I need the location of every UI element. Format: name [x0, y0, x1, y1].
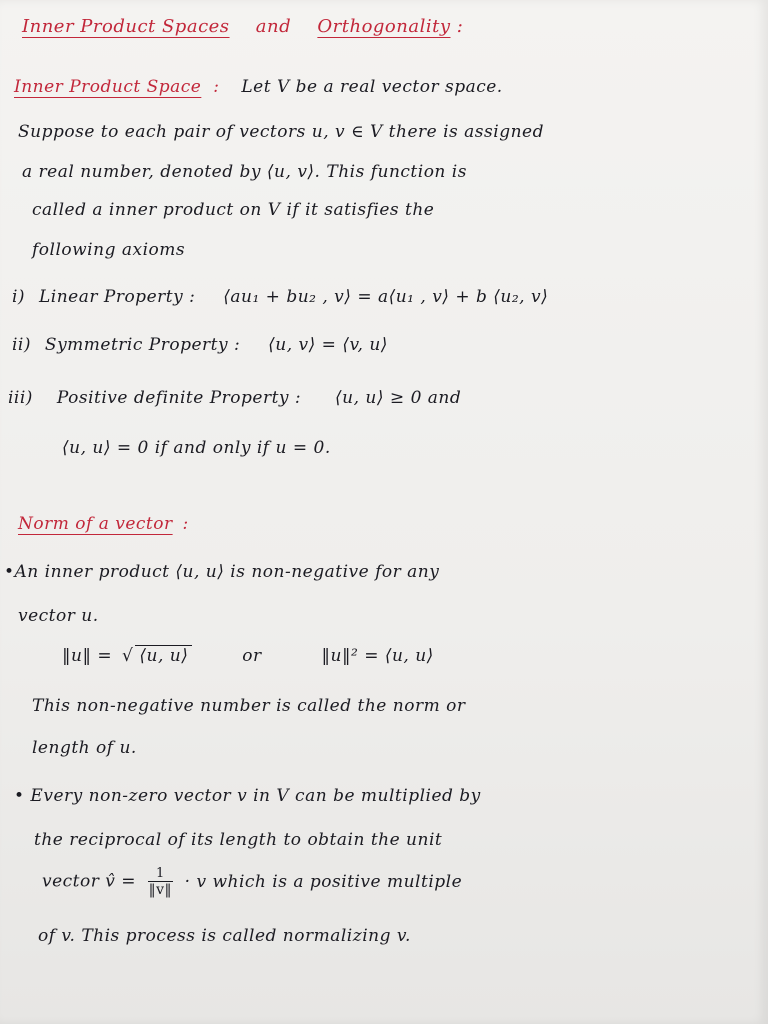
ips-line-1: Suppose to each pair of vectors u, v ∈ V there is assigned — [18, 122, 544, 142]
axiom-2 — [12, 335, 388, 355]
axiom-2-formula: ⟨u, v⟩ = ⟨v, u⟩ — [268, 335, 388, 355]
norm-bullet2-b: the reciprocal of its length to obtain the unit — [34, 830, 443, 850]
norm-heading: Norm of a vector — [18, 514, 173, 534]
norm-heading-colon: : — [182, 514, 189, 534]
title-part3: Orthogonality — [317, 16, 451, 37]
axiom-1 — [12, 287, 548, 307]
norm-bullet2-a: • Every non-zero vector v in V can be multiplied by — [14, 786, 481, 806]
axiom-3 — [8, 388, 461, 408]
ips-line-2: a real number, denoted by ⟨u, v⟩. This function is — [22, 162, 467, 182]
axiom-1-formula: ⟨au₁ + bu₂ , v⟩ = a⟨u₁ , v⟩ + b ⟨u₂, v⟩ — [223, 287, 549, 307]
norm-bullet2-d: of v. This process is called normalizing v. — [38, 926, 411, 946]
fraction-denominator: ‖v‖ — [148, 882, 173, 898]
ips-heading-line — [14, 77, 503, 97]
ips-line-4: following axioms — [32, 240, 186, 260]
axiom-3-label: Positive definite Property : — [56, 388, 302, 408]
norm-bullet1-a: •An inner product ⟨u, u⟩ is non-negative for any — [4, 562, 440, 582]
axiom-3-continued: ⟨u, u⟩ = 0 if and only if u = 0. — [62, 438, 331, 458]
ips-line-0: Let V be a real vector space. — [241, 77, 503, 97]
title-colon: : — [456, 16, 464, 37]
axiom-3-num: iii) — [8, 388, 33, 408]
unit-vector-post: · v which is a positive multiple — [184, 871, 463, 892]
unit-vector-pre: vector v̂ = — [42, 871, 137, 892]
norm-formula-or: or — [242, 646, 262, 666]
axiom-2-num: ii) — [12, 335, 32, 355]
ips-line-3: called a inner product on V if it satisfies the — [32, 200, 435, 220]
norm-bullet2-c — [42, 866, 462, 898]
norm-line3: This non-negative number is called the norm or — [32, 696, 466, 716]
title-part2: and — [255, 16, 292, 37]
axiom-2-label: Symmetric Property : — [44, 335, 241, 355]
norm-line4: length of u. — [32, 738, 137, 758]
norm-bullet1-b: vector u. — [18, 606, 99, 626]
title-part1: Inner Product Spaces — [22, 16, 230, 37]
axiom-1-num: i) — [12, 287, 26, 307]
norm-formula-sqrt: ⟨u, u⟩ — [135, 645, 192, 666]
axiom-1-label: Linear Property : — [38, 287, 196, 307]
norm-formula: ‖u‖ = √ ⟨u, u⟩ or ‖u‖² = ⟨u, u⟩ — [62, 646, 434, 666]
fraction-numerator: 1 — [148, 866, 173, 882]
reciprocal-fraction — [148, 866, 173, 898]
ips-heading-colon: : — [213, 77, 220, 97]
axiom-3-formula: ⟨u, u⟩ ≥ 0 and — [335, 388, 462, 408]
page-title — [22, 16, 463, 37]
ips-heading: Inner Product Space — [14, 77, 202, 97]
norm-formula-right: ‖u‖² = ⟨u, u⟩ — [321, 646, 434, 666]
norm-heading-line — [18, 514, 189, 534]
norm-formula-left: ‖u‖ = — [62, 646, 113, 666]
